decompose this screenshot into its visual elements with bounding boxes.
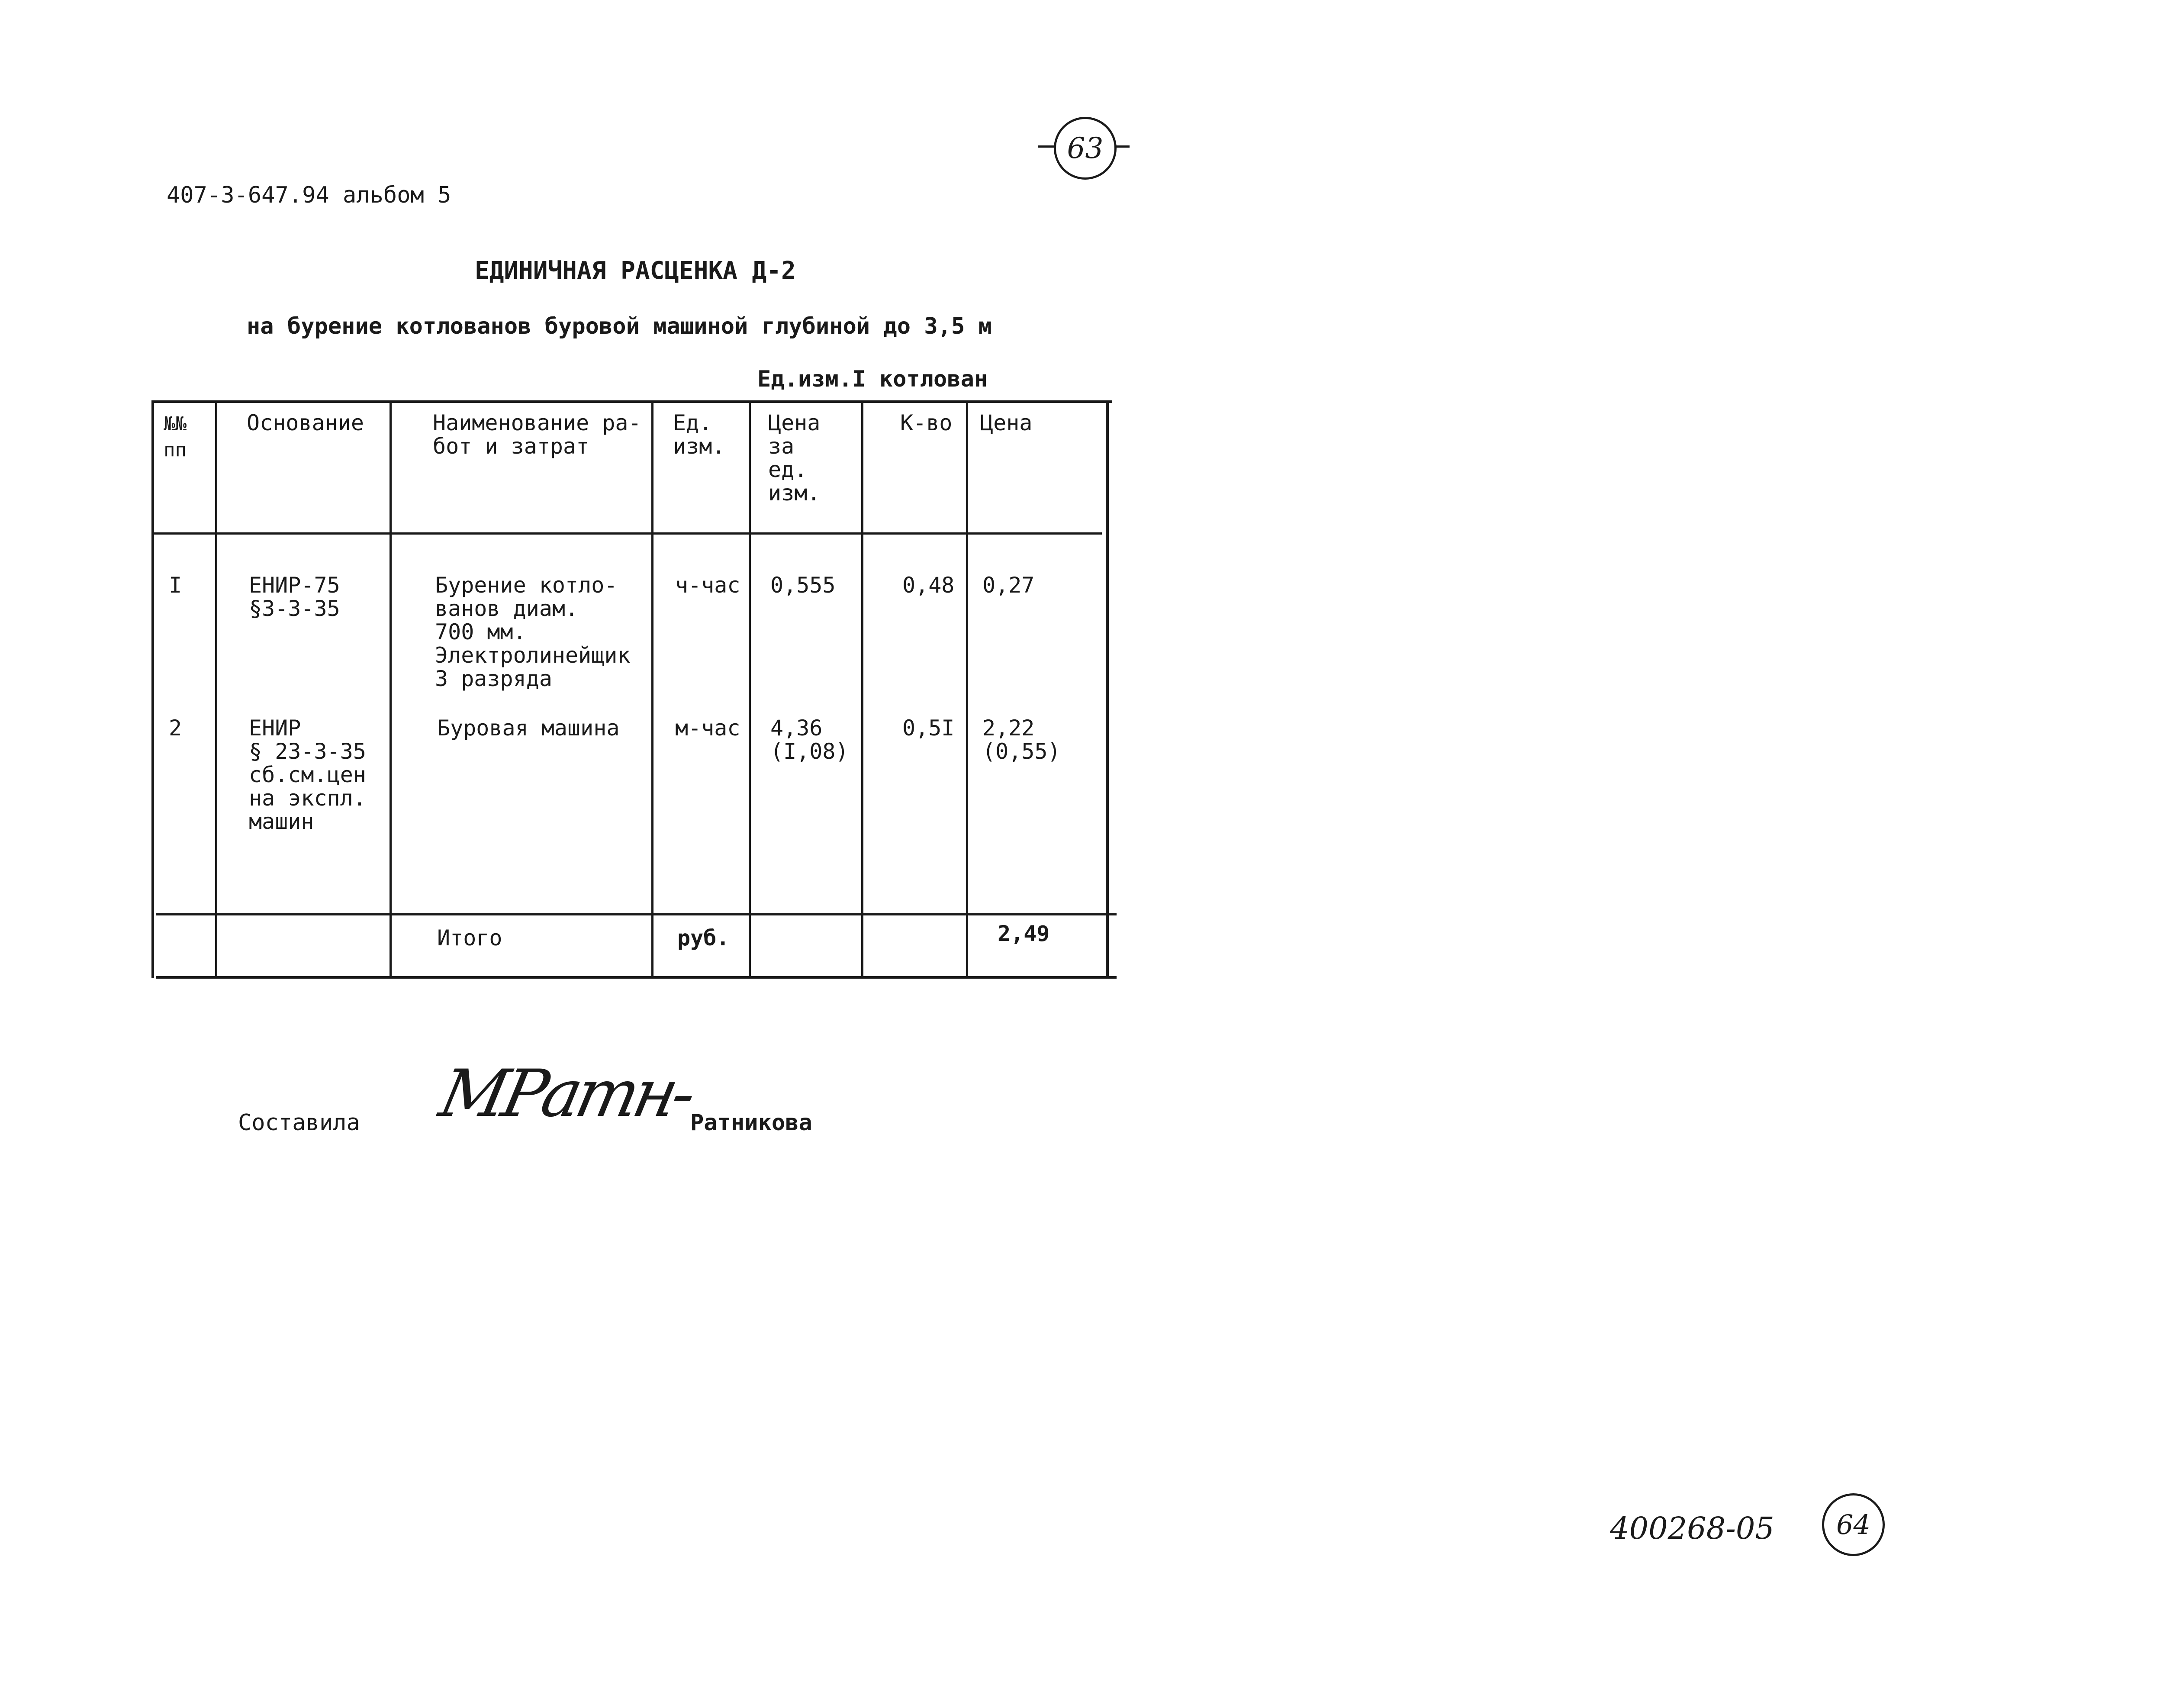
col-divider-4 (749, 400, 751, 978)
sheet-number-circle (1822, 1493, 1885, 1556)
stamp-code: 400268-05 (1610, 1511, 1774, 1546)
table-bottom-border (156, 976, 1117, 979)
row2-unit: м-час (675, 715, 740, 741)
table-left-border (151, 400, 154, 978)
row2-work-name: Буровая машина (437, 715, 620, 741)
row2-unit-price: 4,36 (I,08) (770, 715, 849, 764)
compiled-by-label: Составила (238, 1110, 360, 1136)
page-number-circle (1054, 117, 1117, 180)
table-right-border (1106, 400, 1109, 978)
total-value: 2,49 (998, 921, 1050, 946)
sheet-number: 64 (1836, 1509, 1870, 1540)
col-divider-3 (651, 400, 653, 978)
document-title: ЕДИНИЧНАЯ РАСЦЕНКА Д-2 (475, 257, 796, 285)
col-divider-2 (390, 400, 392, 978)
compiler-name: Ратникова (690, 1110, 812, 1136)
col-divider-1 (215, 400, 217, 978)
row2-quantity: 0,5I (902, 715, 955, 741)
col-divider-6 (966, 400, 968, 978)
table-header-border (154, 532, 1102, 535)
total-label: Итого (437, 925, 502, 951)
table-top-border (151, 400, 1112, 403)
row2-basis: ЕНИР § 23-3-35 сб.см.цен на экспл. машин (249, 715, 366, 834)
row1-unit-price: 0,555 (770, 573, 836, 598)
row2-price: 2,22 (0,55) (982, 715, 1061, 764)
header-cell-price: Цена (980, 410, 1033, 435)
page-number-dash-left (1038, 145, 1055, 148)
header-cell-number: №№ пп (164, 413, 187, 461)
row1-unit: ч-час (675, 573, 740, 598)
header-cell-unit: Ед. изм. (673, 410, 725, 459)
col-divider-5 (861, 400, 863, 978)
document-code: 407-3-647.94 альбом 5 (167, 182, 451, 208)
header-cell-basis: Основание (247, 410, 364, 435)
row1-basis: ЕНИР-75 §3-3-35 (249, 573, 340, 621)
document-subtitle: на бурение котлованов буровой машиной глубиной до 3,5 м (247, 313, 992, 339)
row1-work-name: Бурение котло- ванов диам. 700 мм. Электролинейщик 3 разряда (435, 573, 631, 691)
header-cell-unit-price: Цена за ед. изм. (768, 410, 821, 506)
total-unit: руб. (677, 925, 730, 951)
page-number-dash-right (1114, 145, 1130, 148)
header-cell-quantity: К-во (900, 410, 953, 435)
handwritten-signature: МРатн- (433, 1056, 699, 1131)
measurement-unit: Ед.изм.I котлован (757, 366, 988, 392)
row1-quantity: 0,48 (902, 573, 955, 598)
table-total-border (156, 913, 1117, 915)
header-cell-work-name: Наименование ра- бот и затрат (433, 410, 641, 459)
row1-number: I (169, 573, 182, 598)
row1-price: 0,27 (982, 573, 1035, 598)
row2-number: 2 (169, 715, 182, 741)
page-number: 63 (1067, 132, 1104, 165)
